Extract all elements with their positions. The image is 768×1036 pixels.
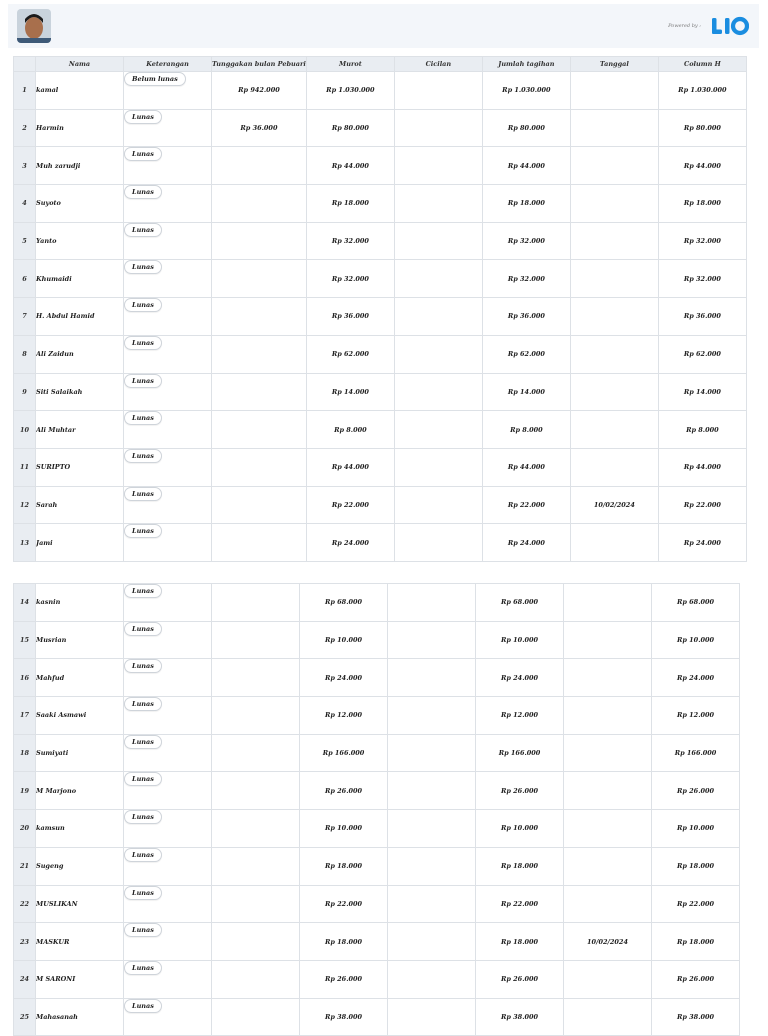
status-badge[interactable]: Lunas <box>124 374 162 388</box>
cell-cicilan[interactable] <box>394 486 482 524</box>
row-number[interactable]: 18 <box>14 734 36 772</box>
table-row[interactable] <box>14 335 747 373</box>
cell-column-h[interactable]: Rp 18.000 <box>658 185 746 223</box>
cell-tanggal[interactable] <box>570 448 658 486</box>
cell-tanggal[interactable] <box>564 847 652 885</box>
cell-tunggakan[interactable] <box>212 772 300 810</box>
cell-tunggakan[interactable] <box>212 185 307 223</box>
cell-column-h[interactable]: Rp 10.000 <box>652 810 740 848</box>
cell-nama[interactable]: kamsun <box>36 810 124 848</box>
row-number[interactable]: 1 <box>14 72 36 110</box>
cell-tunggakan[interactable] <box>212 621 300 659</box>
cell-murot[interactable]: Rp 32.000 <box>306 260 394 298</box>
cell-column-h[interactable]: Rp 18.000 <box>652 847 740 885</box>
cell-keterangan[interactable] <box>124 72 212 110</box>
column-header-murot[interactable]: Murot <box>306 57 394 72</box>
cell-tunggakan[interactable] <box>212 373 307 411</box>
cell-nama[interactable]: Khumaidi <box>36 260 124 298</box>
status-badge[interactable]: Lunas <box>124 772 162 786</box>
cell-cicilan[interactable] <box>388 584 476 622</box>
cell-cicilan[interactable] <box>394 373 482 411</box>
table-row[interactable] <box>14 72 747 110</box>
cell-jumlah-tagihan[interactable]: Rp 62.000 <box>482 335 570 373</box>
cell-cicilan[interactable] <box>394 72 482 110</box>
cell-jumlah-tagihan[interactable]: Rp 80.000 <box>482 109 570 147</box>
column-header-nama[interactable]: Nama <box>36 57 124 72</box>
row-number[interactable]: 19 <box>14 772 36 810</box>
cell-keterangan[interactable] <box>124 448 212 486</box>
cell-tanggal[interactable]: 10/02/2024 <box>570 486 658 524</box>
powered-by-label: Powered by : <box>668 23 701 29</box>
cell-column-h[interactable]: Rp 1.030.000 <box>658 72 746 110</box>
cell-murot[interactable]: Rp 32.000 <box>306 222 394 260</box>
row-number[interactable]: 6 <box>14 260 36 298</box>
row-number-header <box>14 57 36 72</box>
cell-tunggakan[interactable] <box>212 260 307 298</box>
cell-column-h[interactable]: Rp 14.000 <box>658 373 746 411</box>
table-row[interactable] <box>14 109 747 147</box>
cell-column-h[interactable]: Rp 80.000 <box>658 109 746 147</box>
row-number[interactable]: 5 <box>14 222 36 260</box>
cell-nama[interactable]: Ali Muhtar <box>36 411 124 449</box>
status-badge[interactable]: Lunas <box>124 336 162 350</box>
cell-cicilan[interactable] <box>394 109 482 147</box>
cell-tanggal[interactable] <box>570 524 658 562</box>
status-badge[interactable]: Lunas <box>124 961 162 975</box>
table-row[interactable] <box>14 960 740 998</box>
row-number[interactable]: 25 <box>14 998 36 1036</box>
cell-column-h[interactable]: Rp 26.000 <box>652 960 740 998</box>
cell-keterangan[interactable] <box>124 734 212 772</box>
row-number[interactable]: 9 <box>14 373 36 411</box>
cell-nama[interactable]: Ali Zaidun <box>36 335 124 373</box>
row-number[interactable]: 10 <box>14 411 36 449</box>
row-number[interactable]: 22 <box>14 885 36 923</box>
column-header-keterangan[interactable]: Keterangan <box>124 57 212 72</box>
cell-keterangan[interactable] <box>124 222 212 260</box>
cell-tunggakan[interactable] <box>212 847 300 885</box>
cell-murot[interactable]: Rp 22.000 <box>300 885 388 923</box>
cell-tunggakan[interactable]: Rp 942.000 <box>212 72 307 110</box>
cell-keterangan[interactable] <box>124 109 212 147</box>
cell-column-h[interactable]: Rp 36.000 <box>658 298 746 336</box>
cell-tunggakan[interactable] <box>212 810 300 848</box>
status-badge[interactable]: Lunas <box>124 298 162 312</box>
table-row[interactable] <box>14 998 740 1036</box>
cell-jumlah-tagihan[interactable]: Rp 24.000 <box>476 659 564 697</box>
status-badge[interactable]: Lunas <box>124 223 162 237</box>
table-row[interactable] <box>14 185 747 223</box>
cell-keterangan[interactable] <box>124 373 212 411</box>
cell-cicilan[interactable] <box>394 335 482 373</box>
cell-column-h[interactable]: Rp 8.000 <box>658 411 746 449</box>
cell-keterangan[interactable] <box>124 335 212 373</box>
status-badge[interactable]: Lunas <box>124 524 162 538</box>
row-number[interactable]: 24 <box>14 960 36 998</box>
cell-keterangan[interactable] <box>124 524 212 562</box>
cell-jumlah-tagihan[interactable]: Rp 18.000 <box>482 185 570 223</box>
cell-murot[interactable]: Rp 24.000 <box>306 524 394 562</box>
status-badge[interactable]: Lunas <box>124 411 162 425</box>
cell-keterangan[interactable] <box>124 810 212 848</box>
column-header-column-h[interactable]: Column H <box>658 57 746 72</box>
cell-column-h[interactable]: Rp 38.000 <box>652 998 740 1036</box>
row-number[interactable]: 4 <box>14 185 36 223</box>
cell-murot[interactable]: Rp 44.000 <box>306 448 394 486</box>
cell-nama[interactable]: Mahfud <box>36 659 124 697</box>
cell-nama[interactable]: Jami <box>36 524 124 562</box>
status-badge[interactable]: Lunas <box>124 487 162 501</box>
cell-tanggal[interactable] <box>570 72 658 110</box>
cell-tanggal[interactable] <box>570 222 658 260</box>
cell-nama[interactable]: Mahasanah <box>36 998 124 1036</box>
cell-murot[interactable]: Rp 26.000 <box>300 960 388 998</box>
cell-tunggakan[interactable] <box>212 147 307 185</box>
status-badge[interactable]: Lunas <box>124 185 162 199</box>
cell-tanggal[interactable] <box>564 659 652 697</box>
row-number[interactable]: 3 <box>14 147 36 185</box>
cell-tunggakan[interactable] <box>212 298 307 336</box>
cell-murot[interactable]: Rp 68.000 <box>300 584 388 622</box>
table-row[interactable] <box>14 923 740 961</box>
cell-tanggal[interactable] <box>564 772 652 810</box>
cell-murot[interactable]: Rp 62.000 <box>306 335 394 373</box>
cell-nama[interactable]: Yanto <box>36 222 124 260</box>
cell-murot[interactable]: Rp 14.000 <box>306 373 394 411</box>
cell-murot[interactable]: Rp 18.000 <box>300 923 388 961</box>
cell-tanggal[interactable] <box>564 998 652 1036</box>
table-row[interactable] <box>14 659 740 697</box>
cell-nama[interactable]: Siti Salaikah <box>36 373 124 411</box>
cell-column-h[interactable]: Rp 12.000 <box>652 697 740 735</box>
cell-column-h[interactable]: Rp 24.000 <box>652 659 740 697</box>
cell-murot[interactable]: Rp 10.000 <box>300 621 388 659</box>
cell-tunggakan[interactable] <box>212 222 307 260</box>
column-header-tanggal[interactable]: Tanggal <box>570 57 658 72</box>
row-number[interactable]: 14 <box>14 584 36 622</box>
cell-nama[interactable]: Harmin <box>36 109 124 147</box>
cell-nama[interactable]: MUSLIKAN <box>36 885 124 923</box>
cell-murot[interactable]: Rp 22.000 <box>306 486 394 524</box>
cell-keterangan[interactable] <box>124 486 212 524</box>
cell-murot[interactable]: Rp 8.000 <box>306 411 394 449</box>
row-number[interactable]: 2 <box>14 109 36 147</box>
status-badge[interactable]: Lunas <box>124 260 162 274</box>
cell-tanggal[interactable] <box>564 584 652 622</box>
table-row[interactable] <box>14 222 747 260</box>
cell-nama[interactable]: Suyoto <box>36 185 124 223</box>
cell-cicilan[interactable] <box>394 524 482 562</box>
cell-tanggal[interactable] <box>564 885 652 923</box>
status-badge[interactable]: Lunas <box>124 622 162 636</box>
table-row[interactable] <box>14 448 747 486</box>
cell-nama[interactable]: kamal <box>36 72 124 110</box>
cell-jumlah-tagihan[interactable]: Rp 44.000 <box>482 147 570 185</box>
row-number[interactable]: 13 <box>14 524 36 562</box>
cell-keterangan[interactable] <box>124 960 212 998</box>
table-row[interactable] <box>14 524 747 562</box>
cell-column-h[interactable]: Rp 22.000 <box>652 885 740 923</box>
cell-jumlah-tagihan[interactable]: Rp 14.000 <box>482 373 570 411</box>
cell-cicilan[interactable] <box>394 298 482 336</box>
cell-jumlah-tagihan[interactable]: Rp 22.000 <box>482 486 570 524</box>
cell-keterangan[interactable] <box>124 923 212 961</box>
cell-murot[interactable]: Rp 80.000 <box>306 109 394 147</box>
cell-nama[interactable]: M Marjono <box>36 772 124 810</box>
cell-tanggal[interactable] <box>564 734 652 772</box>
status-badge[interactable]: Lunas <box>124 886 162 900</box>
cell-tunggakan[interactable] <box>212 486 307 524</box>
cell-murot[interactable]: Rp 10.000 <box>300 810 388 848</box>
cell-murot[interactable]: Rp 12.000 <box>300 697 388 735</box>
row-number[interactable]: 21 <box>14 847 36 885</box>
cell-column-h[interactable]: Rp 166.000 <box>652 734 740 772</box>
status-badge[interactable]: Lunas <box>124 449 162 463</box>
cell-jumlah-tagihan[interactable]: Rp 1.030.000 <box>482 72 570 110</box>
column-header-jumlah-tagihan[interactable]: Jumlah tagihan <box>482 57 570 72</box>
cell-murot[interactable]: Rp 1.030.000 <box>306 72 394 110</box>
cell-tanggal[interactable] <box>570 109 658 147</box>
cell-cicilan[interactable] <box>388 923 476 961</box>
cell-keterangan[interactable] <box>124 621 212 659</box>
cell-column-h[interactable]: Rp 26.000 <box>652 772 740 810</box>
table-row[interactable] <box>14 810 740 848</box>
cell-jumlah-tagihan[interactable]: Rp 18.000 <box>476 923 564 961</box>
cell-column-h[interactable]: Rp 32.000 <box>658 222 746 260</box>
cell-column-h[interactable]: Rp 22.000 <box>658 486 746 524</box>
cell-column-h[interactable]: Rp 24.000 <box>658 524 746 562</box>
cell-keterangan[interactable] <box>124 885 212 923</box>
cell-jumlah-tagihan[interactable]: Rp 24.000 <box>482 524 570 562</box>
cell-cicilan[interactable] <box>388 847 476 885</box>
table-row[interactable] <box>14 411 747 449</box>
cell-tanggal[interactable] <box>570 373 658 411</box>
cell-nama[interactable]: Sugeng <box>36 847 124 885</box>
table-row[interactable] <box>14 584 740 622</box>
status-badge[interactable]: Lunas <box>124 584 162 598</box>
data-table-1 <box>13 56 747 562</box>
cell-keterangan[interactable] <box>124 659 212 697</box>
cell-jumlah-tagihan[interactable]: Rp 26.000 <box>476 772 564 810</box>
cell-cicilan[interactable] <box>388 734 476 772</box>
cell-jumlah-tagihan[interactable]: Rp 10.000 <box>476 621 564 659</box>
cell-jumlah-tagihan[interactable]: Rp 10.000 <box>476 810 564 848</box>
cell-column-h[interactable]: Rp 10.000 <box>652 621 740 659</box>
cell-tanggal[interactable] <box>570 147 658 185</box>
cell-keterangan[interactable] <box>124 260 212 298</box>
cell-cicilan[interactable] <box>394 185 482 223</box>
cell-tunggakan[interactable] <box>212 659 300 697</box>
table-row[interactable] <box>14 734 740 772</box>
cell-cicilan[interactable] <box>394 147 482 185</box>
status-badge[interactable]: Lunas <box>124 999 162 1013</box>
table-row[interactable] <box>14 847 740 885</box>
cell-tanggal[interactable]: 10/02/2024 <box>564 923 652 961</box>
cell-tanggal[interactable] <box>564 697 652 735</box>
cell-column-h[interactable]: Rp 44.000 <box>658 448 746 486</box>
cell-jumlah-tagihan[interactable]: Rp 166.000 <box>476 734 564 772</box>
cell-cicilan[interactable] <box>388 621 476 659</box>
cell-cicilan[interactable] <box>394 260 482 298</box>
cell-tunggakan[interactable] <box>212 411 307 449</box>
cell-murot[interactable]: Rp 24.000 <box>300 659 388 697</box>
cell-keterangan[interactable] <box>124 185 212 223</box>
status-badge[interactable]: Belum lunas <box>124 72 186 86</box>
cell-murot[interactable]: Rp 36.000 <box>306 298 394 336</box>
cell-nama[interactable]: M SARONI <box>36 960 124 998</box>
cell-cicilan[interactable] <box>388 697 476 735</box>
cell-murot[interactable]: Rp 18.000 <box>306 185 394 223</box>
table-row[interactable] <box>14 486 747 524</box>
cell-tunggakan[interactable] <box>212 335 307 373</box>
cell-tunggakan[interactable] <box>212 448 307 486</box>
table-row[interactable] <box>14 621 740 659</box>
row-number[interactable]: 11 <box>14 448 36 486</box>
cell-cicilan[interactable] <box>388 810 476 848</box>
cell-tunggakan[interactable] <box>212 734 300 772</box>
row-number[interactable]: 8 <box>14 335 36 373</box>
cell-keterangan[interactable] <box>124 847 212 885</box>
status-badge[interactable]: Lunas <box>124 923 162 937</box>
row-number[interactable]: 17 <box>14 697 36 735</box>
top-bar <box>8 4 759 48</box>
table-row[interactable] <box>14 298 747 336</box>
table-row[interactable] <box>14 885 740 923</box>
cell-column-h[interactable]: Rp 32.000 <box>658 260 746 298</box>
cell-murot[interactable]: Rp 38.000 <box>300 998 388 1036</box>
avatar[interactable] <box>17 9 51 43</box>
cell-keterangan[interactable] <box>124 298 212 336</box>
cell-jumlah-tagihan[interactable]: Rp 18.000 <box>476 847 564 885</box>
cell-cicilan[interactable] <box>388 772 476 810</box>
cell-murot[interactable]: Rp 18.000 <box>300 847 388 885</box>
cell-nama[interactable]: Musrian <box>36 621 124 659</box>
status-badge[interactable]: Lunas <box>124 110 162 124</box>
cell-nama[interactable]: Sarah <box>36 486 124 524</box>
cell-jumlah-tagihan[interactable]: Rp 32.000 <box>482 260 570 298</box>
row-number[interactable]: 20 <box>14 810 36 848</box>
cell-tanggal[interactable] <box>570 335 658 373</box>
row-number[interactable]: 7 <box>14 298 36 336</box>
cell-jumlah-tagihan[interactable]: Rp 12.000 <box>476 697 564 735</box>
cell-tunggakan[interactable] <box>212 697 300 735</box>
table-row[interactable] <box>14 697 740 735</box>
row-number[interactable]: 16 <box>14 659 36 697</box>
cell-tunggakan[interactable]: Rp 36.000 <box>212 109 307 147</box>
cell-tanggal[interactable] <box>570 411 658 449</box>
cell-tunggakan[interactable] <box>212 524 307 562</box>
cell-nama[interactable]: H. Abdul Hamid <box>36 298 124 336</box>
cell-column-h[interactable]: Rp 62.000 <box>658 335 746 373</box>
cell-murot[interactable]: Rp 44.000 <box>306 147 394 185</box>
status-badge[interactable]: Lunas <box>124 659 162 673</box>
cell-keterangan[interactable] <box>124 147 212 185</box>
table-row[interactable] <box>14 260 747 298</box>
status-badge[interactable]: Lunas <box>124 810 162 824</box>
cell-jumlah-tagihan[interactable]: Rp 26.000 <box>476 960 564 998</box>
cell-tanggal[interactable] <box>570 260 658 298</box>
cell-murot[interactable]: Rp 166.000 <box>300 734 388 772</box>
cell-tanggal[interactable] <box>570 298 658 336</box>
cell-tunggakan[interactable] <box>212 923 300 961</box>
cell-jumlah-tagihan[interactable]: Rp 22.000 <box>476 885 564 923</box>
cell-nama[interactable]: MASKUR <box>36 923 124 961</box>
status-badge[interactable]: Lunas <box>124 848 162 862</box>
cell-nama[interactable]: Sumiyati <box>36 734 124 772</box>
column-header-tunggakan[interactable]: Tunggakan bulan Pebuari <box>212 57 307 72</box>
status-badge[interactable]: Lunas <box>124 697 162 711</box>
status-badge[interactable]: Lunas <box>124 147 162 161</box>
cell-cicilan[interactable] <box>388 960 476 998</box>
cell-column-h[interactable]: Rp 68.000 <box>652 584 740 622</box>
cell-murot[interactable]: Rp 26.000 <box>300 772 388 810</box>
cell-cicilan[interactable] <box>394 448 482 486</box>
cell-keterangan[interactable] <box>124 772 212 810</box>
cell-jumlah-tagihan[interactable]: Rp 38.000 <box>476 998 564 1036</box>
row-number[interactable]: 23 <box>14 923 36 961</box>
cell-nama[interactable]: Saaki Asmawi <box>36 697 124 735</box>
cell-column-h[interactable]: Rp 44.000 <box>658 147 746 185</box>
data-table-2 <box>13 583 740 1036</box>
cell-nama[interactable]: SURIPTO <box>36 448 124 486</box>
column-header-cicilan[interactable]: Cicilan <box>394 57 482 72</box>
cell-tanggal[interactable] <box>570 185 658 223</box>
lio-logo[interactable] <box>711 15 749 37</box>
table-row[interactable] <box>14 147 747 185</box>
cell-tanggal[interactable] <box>564 960 652 998</box>
cell-keterangan[interactable] <box>124 697 212 735</box>
cell-tanggal[interactable] <box>564 621 652 659</box>
cell-jumlah-tagihan[interactable]: Rp 68.000 <box>476 584 564 622</box>
status-badge[interactable]: Lunas <box>124 735 162 749</box>
cell-keterangan[interactable] <box>124 411 212 449</box>
cell-nama[interactable]: kasnin <box>36 584 124 622</box>
cell-jumlah-tagihan[interactable]: Rp 44.000 <box>482 448 570 486</box>
cell-cicilan[interactable] <box>394 411 482 449</box>
row-number[interactable]: 15 <box>14 621 36 659</box>
cell-keterangan[interactable] <box>124 584 212 622</box>
cell-tunggakan[interactable] <box>212 960 300 998</box>
cell-jumlah-tagihan[interactable]: Rp 8.000 <box>482 411 570 449</box>
table-row[interactable] <box>14 772 740 810</box>
cell-jumlah-tagihan[interactable]: Rp 36.000 <box>482 298 570 336</box>
cell-tunggakan[interactable] <box>212 998 300 1036</box>
cell-cicilan[interactable] <box>388 998 476 1036</box>
cell-cicilan[interactable] <box>394 222 482 260</box>
cell-tanggal[interactable] <box>564 810 652 848</box>
cell-jumlah-tagihan[interactable]: Rp 32.000 <box>482 222 570 260</box>
table-row[interactable] <box>14 373 747 411</box>
cell-cicilan[interactable] <box>388 659 476 697</box>
cell-keterangan[interactable] <box>124 998 212 1036</box>
cell-column-h[interactable]: Rp 18.000 <box>652 923 740 961</box>
cell-cicilan[interactable] <box>388 885 476 923</box>
cell-nama[interactable]: Muh zarudji <box>36 147 124 185</box>
cell-tunggakan[interactable] <box>212 584 300 622</box>
row-number[interactable]: 12 <box>14 486 36 524</box>
cell-tunggakan[interactable] <box>212 885 300 923</box>
